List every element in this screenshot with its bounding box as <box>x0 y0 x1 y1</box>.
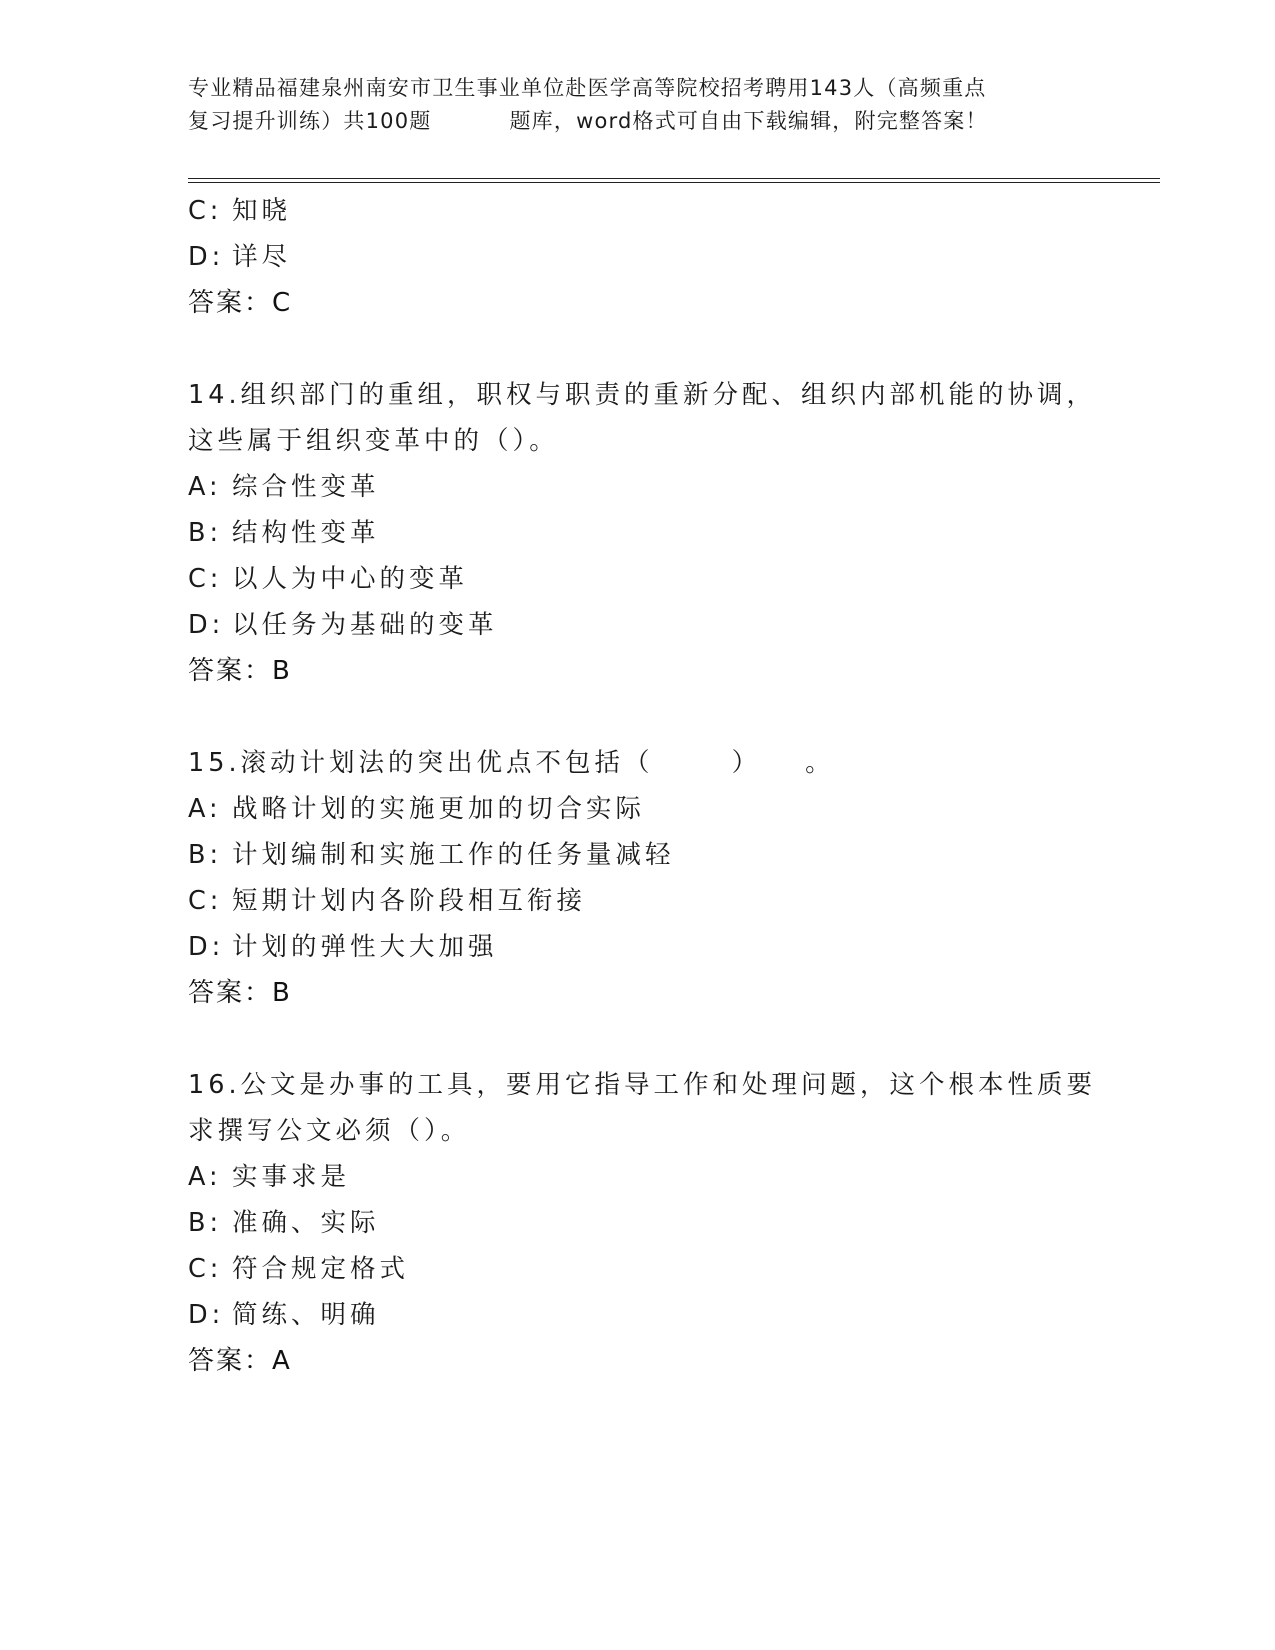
option-key: B: <box>188 1208 223 1238</box>
option-d <box>188 924 1148 970</box>
question-stem: 14.组织部门的重组，职权与职责的重新分配、组织内部机能的协调， <box>188 380 1097 410</box>
option-b <box>188 510 1148 556</box>
carryover-question-13 <box>188 188 1148 326</box>
option-key: D: <box>188 1300 225 1330</box>
option-text: 符合规定格式 <box>232 1254 410 1284</box>
answer-line: 答案：C <box>188 288 293 318</box>
header-title-line-2-left: 复习提升训练）共100题 <box>188 109 432 133</box>
header-title-line-2-right: 题库，word格式可自由下载编辑，附完整答案！ <box>509 109 988 133</box>
page-header <box>188 72 1088 138</box>
option-d <box>188 234 1148 280</box>
stem-text: 15.滚动计划法的突出优点不包括（ <box>188 748 654 778</box>
option-c <box>188 878 1148 924</box>
option-text: 以任务为基础的变革 <box>232 610 498 640</box>
option-key: B: <box>188 518 223 548</box>
header-divider <box>188 178 1160 183</box>
answer-line: 答案：A <box>188 1346 292 1376</box>
stem-period: 。 <box>805 748 835 778</box>
option-text: 知晓 <box>232 196 292 226</box>
option-a <box>188 786 1148 832</box>
option-text: 综合性变革 <box>232 472 380 502</box>
option-key: C: <box>188 1254 223 1284</box>
answer-line: 答案：B <box>188 978 292 1008</box>
option-text: 结构性变革 <box>232 518 380 548</box>
question-15 <box>188 740 1148 1016</box>
option-text: 计划编制和实施工作的任务量减轻 <box>232 840 675 870</box>
option-key: C: <box>188 886 223 916</box>
option-text: 实事求是 <box>232 1162 351 1192</box>
option-text: 详尽 <box>232 242 292 272</box>
question-stem: 16.公文是办事的工具，要用它指导工作和处理问题，这个根本性质要 <box>188 1070 1097 1100</box>
option-b <box>188 832 1148 878</box>
question-stem: 求撰写公文必须（）。 <box>188 1116 471 1146</box>
option-key: A: <box>188 794 222 824</box>
question-14 <box>188 372 1148 694</box>
document-body <box>188 188 1148 1384</box>
option-a <box>188 1154 1148 1200</box>
header-title-line-2 <box>188 105 1088 138</box>
option-b <box>188 1200 1148 1246</box>
option-text: 以人为中心的变革 <box>232 564 469 594</box>
option-c <box>188 188 1148 234</box>
header-title-line-1: 专业精品福建泉州南安市卫生事业单位赴医学高等院校招考聘用143人（高频重点 <box>188 76 987 100</box>
option-c <box>188 1246 1148 1292</box>
question-stem <box>188 740 1148 786</box>
option-text: 准确、实际 <box>232 1208 380 1238</box>
option-d <box>188 1292 1148 1338</box>
option-key: A: <box>188 1162 222 1192</box>
option-text: 战略计划的实施更加的切合实际 <box>232 794 646 824</box>
option-text: 短期计划内各阶段相互衔接 <box>232 886 587 916</box>
option-key: A: <box>188 472 222 502</box>
stem-close-paren: ） <box>731 748 762 778</box>
option-d <box>188 602 1148 648</box>
option-key: D: <box>188 242 225 272</box>
option-c <box>188 556 1148 602</box>
option-key: C: <box>188 564 223 594</box>
option-key: D: <box>188 610 225 640</box>
option-a <box>188 464 1148 510</box>
question-stem: 这些属于组织变革中的（）。 <box>188 426 559 456</box>
option-key: D: <box>188 932 225 962</box>
option-key: B: <box>188 840 223 870</box>
option-text: 简练、明确 <box>232 1300 380 1330</box>
option-key: C: <box>188 196 223 226</box>
option-text: 计划的弹性大大加强 <box>232 932 498 962</box>
answer-line: 答案：B <box>188 656 292 686</box>
question-16 <box>188 1062 1148 1384</box>
